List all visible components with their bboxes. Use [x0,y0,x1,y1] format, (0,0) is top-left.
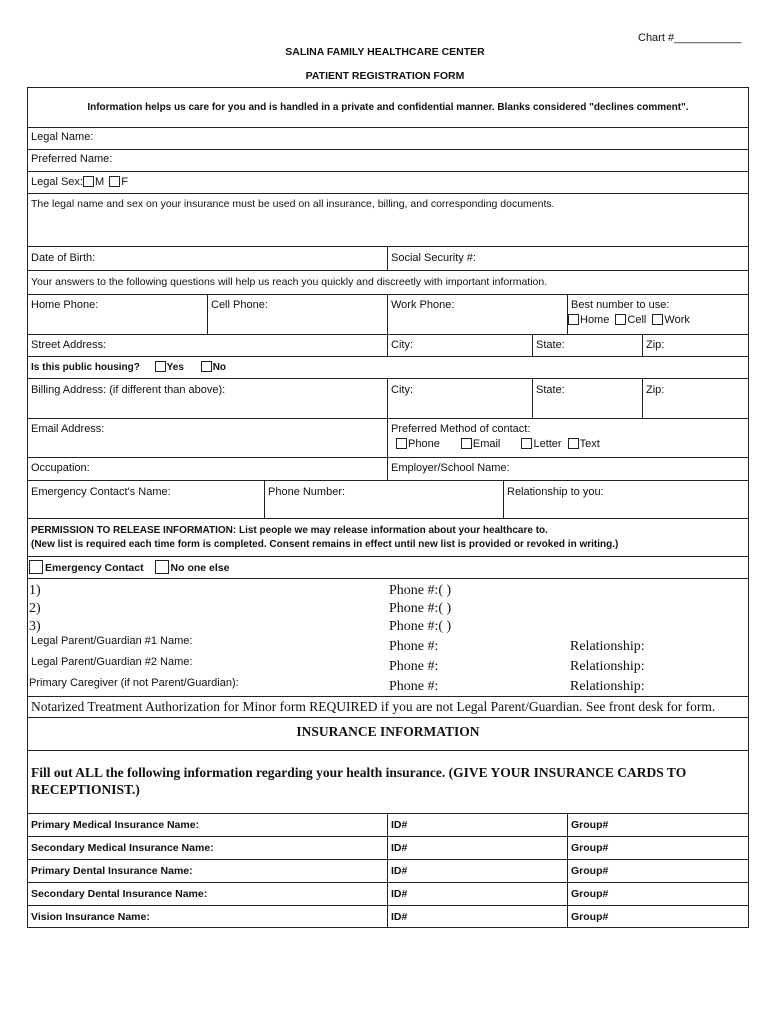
legal-sex-label: Legal Sex: [31,176,83,188]
insurance-name-note: The legal name and sex on your insurance must be used on all insurance, billing, and corresponding documents. [31,198,555,210]
insurance-row-id: ID# [391,819,408,831]
housing-no-checkbox[interactable] [201,361,212,372]
no-one-else-checkbox[interactable] [155,560,169,574]
insurance-row-name: Secondary Medical Insurance Name: [31,842,214,854]
guardian2-relationship: Relationship: [570,659,645,674]
release-phone-2: Phone #:( ) [389,601,452,616]
insurance-row-group: Group# [571,842,609,854]
insurance-row-id: ID# [391,888,408,900]
city-label: City: [391,339,413,351]
sex-m-label: M [94,176,105,188]
notarized-note: Notarized Treatment Authorization for Minor form REQUIRED if you are not Legal Parent/Guardian. See front desk for form. [31,699,716,714]
billing-city-label: City: [391,384,413,396]
legal-name-field[interactable] [98,129,743,146]
pc-text-label: Text [579,438,600,450]
insurance-row-name: Vision Insurance Name: [31,911,150,923]
insurance-row-group: Group# [571,819,609,831]
best-work-label: Work [664,314,690,326]
insurance-row-group: Group# [571,865,609,877]
caregiver-relationship: Relationship: [570,679,645,694]
preferred-name-label: Preferred Name: [31,153,113,165]
pc-email-label: Email [472,438,501,450]
insurance-row-name: Primary Dental Insurance Name: [31,865,193,877]
caregiver-label: Primary Caregiver (if not Parent/Guardian): [29,677,239,689]
release-number-1: 1) [29,583,41,598]
housing-yes-label: Yes [166,362,184,373]
contact-note: Your answers to the following questions will help us reach you quickly and discreetly with important information. [31,276,548,288]
email-label: Email Address: [31,423,105,435]
billing-state-label: State: [536,384,565,396]
preferred-contact-label: Preferred Method of contact: [391,423,531,435]
street-address-label: Street Address: [31,339,107,351]
dob-field[interactable] [100,249,383,267]
billing-zip-label: Zip: [646,384,665,396]
public-housing-label: Is this public housing? [31,362,140,373]
chart-number: Chart #___________ [638,32,742,44]
release-phone-3: Phone #:( ) [389,619,452,634]
emergency-relationship-label: Relationship to you: [507,486,604,498]
pc-letter-label: Letter [533,438,562,450]
insurance-row-id: ID# [391,865,408,877]
public-housing-row [31,361,226,374]
privacy-notice: Information helps us care for you and is handled in a private and confidential manner. Blanks considered "declines comment". [87,102,689,113]
sex-m-checkbox[interactable] [83,176,94,187]
sex-f-checkbox[interactable] [109,176,120,187]
insurance-row-group: Group# [571,888,609,900]
guardian1-label: Legal Parent/Guardian #1 Name: [31,635,193,647]
cell-phone-label: Cell Phone: [211,299,268,311]
release-number-3: 3) [29,619,41,634]
billing-address-label: Billing Address: (if different than above): [31,384,226,396]
ssn-field[interactable] [482,249,743,267]
insurance-instruction-1: Fill out ALL the following information regarding your health insurance. (GIVE YOUR INSURANCE CARDS TO [31,765,687,780]
emergency-phone-label: Phone Number: [268,486,346,498]
release-number-2: 2) [29,601,41,616]
housing-no-label: No [212,362,227,373]
insurance-row-id: ID# [391,842,408,854]
dob-label: Date of Birth: [31,252,96,264]
zip-label: Zip: [646,339,665,351]
pc-email-checkbox[interactable] [461,438,472,449]
preferred-name-field[interactable] [118,151,743,168]
release-phone-1: Phone #:( ) [389,583,452,598]
pc-text-checkbox[interactable] [568,438,579,449]
best-home-checkbox[interactable] [568,314,579,325]
work-phone-label: Work Phone: [391,299,455,311]
release-options [29,560,229,575]
occupation-label: Occupation: [31,462,90,474]
no-one-else-label: No one else [170,562,230,574]
best-cell-checkbox[interactable] [615,314,626,325]
best-home-label: Home [580,314,610,326]
insurance-row-name: Secondary Dental Insurance Name: [31,888,208,900]
state-label: State: [536,339,565,351]
guardian1-relationship: Relationship: [570,639,645,654]
emergency-name-label: Emergency Contact's Name: [31,486,171,498]
emergency-contact-label: Emergency Contact [45,562,144,574]
clinic-name: SALINA FAMILY HEALTHCARE CENTER [285,46,485,58]
legal-name-label: Legal Name: [31,131,94,143]
emergency-contact-checkbox[interactable] [29,560,43,574]
caregiver-phone: Phone #: [389,679,439,694]
ssn-label: Social Security #: [391,252,476,264]
pc-letter-checkbox[interactable] [521,438,532,449]
guardian1-phone: Phone #: [389,639,439,654]
pc-phone-label: Phone [408,438,440,450]
guardian2-label: Legal Parent/Guardian #2 Name: [31,656,193,668]
home-phone-label: Home Phone: [31,299,99,311]
best-cell-label: Cell [627,314,647,326]
insurance-instruction-2: RECEPTIONIST.) [31,782,140,797]
insurance-row-group: Group# [571,911,609,923]
pc-phone-checkbox[interactable] [396,438,407,449]
best-number-options [568,314,690,327]
employer-label: Employer/School Name: [391,462,510,474]
guardian2-phone: Phone #: [389,659,439,674]
best-work-checkbox[interactable] [652,314,663,325]
insurance-row-name: Primary Medical Insurance Name: [31,819,200,831]
best-number-label: Best number to use: [571,299,670,311]
legal-sex-row [31,176,128,189]
permission-line2: (New list is required each time form is completed. Consent remains in effect until new list is provided or revoked in writing.) [31,539,619,550]
preferred-contact-options [396,438,600,451]
permission-line1: PERMISSION TO RELEASE INFORMATION: List people we may release information about your healthcare to. [31,525,548,536]
insurance-title: INSURANCE INFORMATION [296,724,480,739]
sex-f-label: F [121,176,128,188]
insurance-row-id: ID# [391,911,408,923]
housing-yes-checkbox[interactable] [155,361,166,372]
form-title: PATIENT REGISTRATION FORM [305,70,465,82]
